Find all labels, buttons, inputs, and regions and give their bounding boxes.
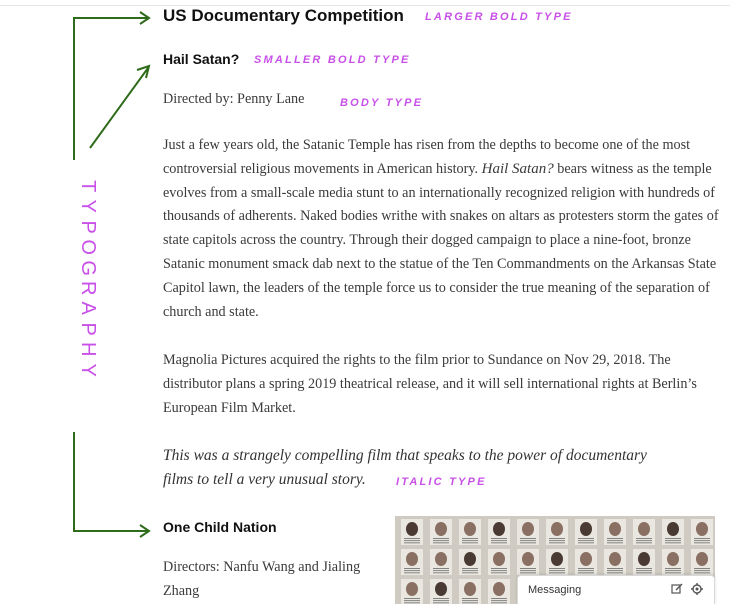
photo-caption-line xyxy=(694,570,710,571)
photo-portrait xyxy=(551,522,563,536)
photo-caption-line xyxy=(404,572,420,573)
photo-caption-line xyxy=(491,568,507,569)
photo-portrait xyxy=(435,582,447,596)
photo-caption-line xyxy=(520,542,536,543)
photo-caption-line xyxy=(549,568,565,569)
photo-caption-line xyxy=(404,602,420,603)
photo-caption-line xyxy=(520,540,536,541)
compose-icon[interactable] xyxy=(670,582,684,596)
typography-letter: P xyxy=(77,220,100,234)
photo-caption-line xyxy=(636,538,652,539)
photo-caption-line xyxy=(491,598,507,599)
typography-letter: P xyxy=(77,322,100,336)
photo-caption-line xyxy=(433,600,449,601)
typography-letter: O xyxy=(77,239,100,256)
photo-caption-line xyxy=(433,542,449,543)
photo-caption-line xyxy=(549,572,565,573)
photo-caption-line xyxy=(694,572,710,573)
photo-caption-line xyxy=(520,538,536,539)
annotation-body: BODY TYPE xyxy=(340,97,424,109)
photo-portrait xyxy=(464,522,476,536)
photo-portrait xyxy=(493,522,505,536)
photo-portrait xyxy=(464,552,476,566)
typography-letter: A xyxy=(77,301,100,316)
typography-letter: Y xyxy=(77,199,100,214)
photo-caption-line xyxy=(462,570,478,571)
photo-caption-line xyxy=(578,572,594,573)
photo-portrait xyxy=(580,522,592,536)
photo-caption-line xyxy=(462,602,478,603)
photo-caption-line xyxy=(636,570,652,571)
photo-caption-line xyxy=(404,598,420,599)
film-title-one-child-nation: One Child Nation xyxy=(163,519,277,535)
photo-caption-line xyxy=(433,540,449,541)
arrow-to-film2 xyxy=(74,432,148,531)
photo-caption-line xyxy=(549,570,565,571)
photo-caption-line xyxy=(549,540,565,541)
photo-caption-line xyxy=(549,538,565,539)
photo-portrait xyxy=(435,522,447,536)
photo-portrait xyxy=(406,552,418,566)
photo-portrait xyxy=(493,552,505,566)
photo-caption-line xyxy=(636,572,652,573)
photo-caption-line xyxy=(491,538,507,539)
photo-caption-line xyxy=(665,542,681,543)
annotation-italic: ITALIC TYPE xyxy=(396,476,487,488)
directed-by: Directed by: Penny Lane xyxy=(163,91,305,107)
photo-caption-line xyxy=(462,600,478,601)
photo-caption-line xyxy=(520,570,536,571)
photo-caption-line xyxy=(462,542,478,543)
photo-portrait xyxy=(406,582,418,596)
messaging-label: Messaging xyxy=(528,584,582,596)
description-title-italic: Hail Satan? xyxy=(481,160,554,177)
photo-caption-line xyxy=(491,542,507,543)
photo-caption-line xyxy=(694,538,710,539)
photo-portrait xyxy=(522,552,534,566)
photo-caption-line xyxy=(607,570,623,571)
description-part-2: bears witness as the temple evolves from a small-scale media stunt to an internationally recognized religion with hundreds of thousands of adherents. Naked bodies writhe with snakes on altars as protesters storm the gates of state capitols across the country. Through their dogged campaign to place a nine-foot, bronze Satanic monument smack dab next to the statue of the Ten Commandments on the Arkansas State Capitol lawn, the leaders of the temple force us to consider the true meaning of the separation of church and state. xyxy=(163,160,719,320)
photo-portrait xyxy=(609,552,621,566)
photo-portrait xyxy=(435,552,447,566)
photo-caption-line xyxy=(636,568,652,569)
photo-caption-line xyxy=(665,570,681,571)
photo-portrait xyxy=(406,522,418,536)
photo-portrait xyxy=(522,522,534,536)
quote-line-1: This was a strangely compelling film that speaks to the power of documentary xyxy=(163,447,647,464)
photo-portrait xyxy=(580,552,592,566)
photo-caption-line xyxy=(404,538,420,539)
photo-caption-line xyxy=(578,542,594,543)
photo-caption-line xyxy=(462,538,478,539)
photo-caption-line xyxy=(665,568,681,569)
competition-heading: US Documentary Competition xyxy=(163,6,404,25)
photo-caption-line xyxy=(607,538,623,539)
photo-portrait xyxy=(638,552,650,566)
photo-portrait xyxy=(667,552,679,566)
photo-caption-line xyxy=(607,572,623,573)
photo-caption-line xyxy=(433,602,449,603)
photo-caption-line xyxy=(462,572,478,573)
photo-caption-line xyxy=(665,538,681,539)
description-part-1: Just a few years old, the Satanic Temple has risen from the depths to become one of the most controversial religious movements in American history. xyxy=(163,137,691,177)
photo-caption-line xyxy=(578,540,594,541)
photo-portrait xyxy=(464,582,476,596)
arrow-diagonal xyxy=(90,68,148,148)
photo-portrait xyxy=(551,552,563,566)
photo-caption-line xyxy=(404,600,420,601)
photo-caption-line xyxy=(433,572,449,573)
typography-letter: G xyxy=(77,260,100,276)
typography-letter: T xyxy=(77,180,100,193)
annotation-smaller-bold: SMALLER BOLD TYPE xyxy=(254,54,411,66)
photo-caption-line xyxy=(607,542,623,543)
photo-caption-line xyxy=(520,568,536,569)
photo-caption-line xyxy=(404,568,420,569)
photo-portrait xyxy=(493,582,505,596)
photo-portrait xyxy=(667,522,679,536)
photo-caption-line xyxy=(607,540,623,541)
photo-caption-line xyxy=(520,572,536,573)
photo-caption-line xyxy=(433,570,449,571)
photo-caption-line xyxy=(665,540,681,541)
photo-caption-line xyxy=(491,572,507,573)
film-title-hail-satan: Hail Satan? xyxy=(163,51,240,67)
photo-caption-line xyxy=(665,572,681,573)
photo-portrait xyxy=(696,552,708,566)
acquisition-paragraph: Magnolia Pictures acquired the rights to the film prior to Sundance on Nov 29, 2018. The distributor plans a spring 2019 theatrical release, and it will sell international rights at Berlin’s European Film Market. xyxy=(163,352,697,416)
photo-caption-line xyxy=(578,570,594,571)
photo-portrait xyxy=(609,522,621,536)
photo-caption-line xyxy=(694,542,710,543)
photo-caption-line xyxy=(636,542,652,543)
gear-icon[interactable] xyxy=(690,582,704,596)
photo-caption-line xyxy=(491,570,507,571)
photo-caption-line xyxy=(462,540,478,541)
photo-caption-line xyxy=(433,538,449,539)
photo-portrait xyxy=(696,522,708,536)
photo-caption-line xyxy=(462,598,478,599)
photo-caption-line xyxy=(636,540,652,541)
photo-caption-line xyxy=(607,568,623,569)
photo-caption-line xyxy=(404,570,420,571)
typography-letter: R xyxy=(77,281,100,296)
quote-line-2: films to tell a very unusual story. xyxy=(163,471,366,488)
photo-portrait xyxy=(638,522,650,536)
photo-caption-line xyxy=(491,540,507,541)
photo-caption-line xyxy=(694,568,710,569)
photo-caption-line xyxy=(549,542,565,543)
typography-letter: Y xyxy=(77,363,100,377)
photo-caption-line xyxy=(404,540,420,541)
messaging-widget[interactable] xyxy=(517,575,715,604)
photo-caption-line xyxy=(433,598,449,599)
photo-caption-line xyxy=(694,540,710,541)
photo-caption-line xyxy=(404,542,420,543)
photo-caption-line xyxy=(462,568,478,569)
photo-caption-line xyxy=(578,568,594,569)
photo-caption-line xyxy=(491,602,507,603)
photo-caption-line xyxy=(491,600,507,601)
photo-caption-line xyxy=(433,568,449,569)
typography-vertical-label xyxy=(70,176,106,380)
film-description xyxy=(163,134,723,324)
film2-directors: Directors: Nanfu Wang and Jialing Zhang xyxy=(163,559,361,599)
arrow-to-heading xyxy=(74,18,148,160)
annotation-larger-bold: LARGER BOLD TYPE xyxy=(425,11,573,23)
photo-caption-line xyxy=(578,538,594,539)
typography-letter: H xyxy=(77,342,100,357)
